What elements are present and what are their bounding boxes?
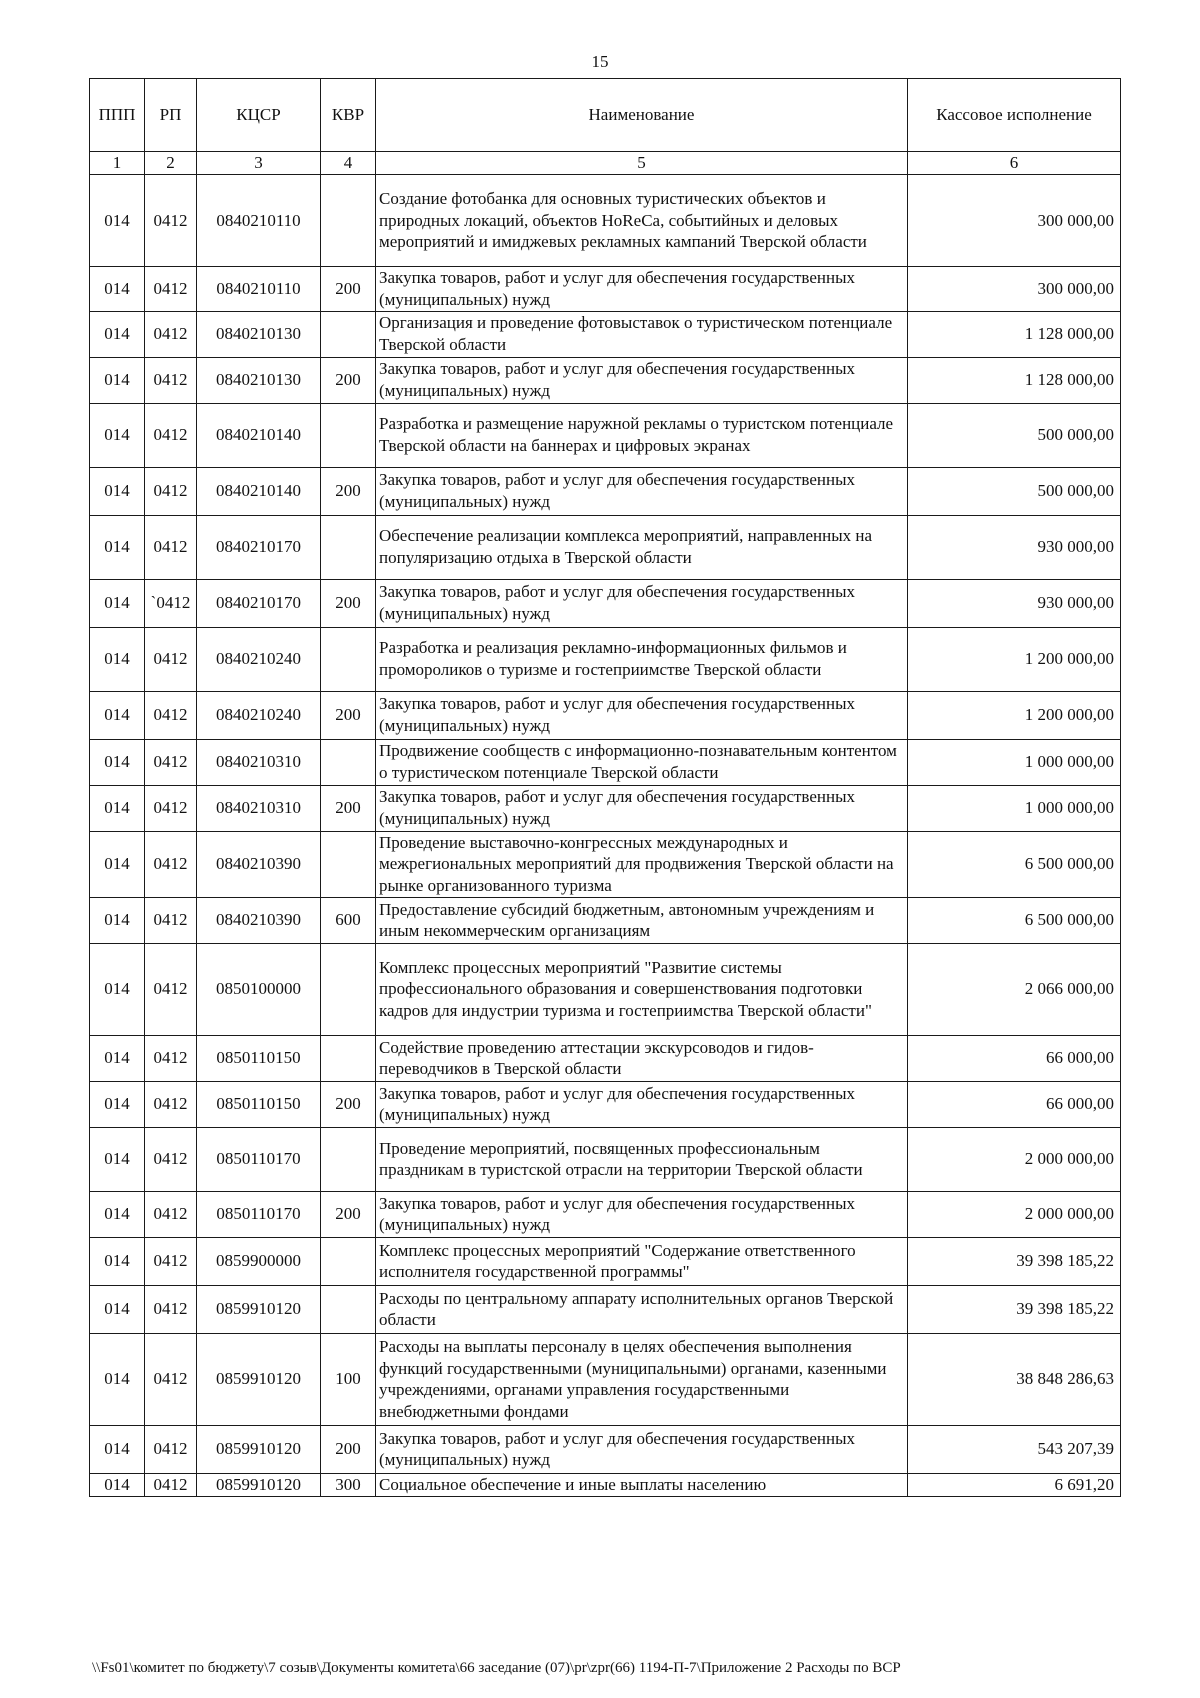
kvr-cell (321, 403, 376, 467)
amount-cell: 6 500 000,00 (908, 831, 1121, 897)
name-cell: Проведение выставочно-конгрессных международных и межрегиональных мероприятий для продвижения Тверской области на рынке организованного туризма (376, 831, 908, 897)
name-cell: Социальное обеспечение и иные выплаты населению (376, 1473, 908, 1496)
amount-cell: 1 128 000,00 (908, 357, 1121, 403)
column-number: 2 (145, 152, 197, 175)
kvr-cell: 200 (321, 579, 376, 627)
rp-cell: 0412 (145, 311, 197, 357)
ppp-cell: 014 (90, 579, 145, 627)
header-ppp: ППП (90, 79, 145, 152)
name-cell: Разработка и размещение наружной рекламы о туристском потенциале Тверской области на баннерах и цифровых экранах (376, 403, 908, 467)
amount-cell: 1 200 000,00 (908, 691, 1121, 739)
column-number: 4 (321, 152, 376, 175)
name-cell: Закупка товаров, работ и услуг для обеспечения государственных (муниципальных) нужд (376, 785, 908, 831)
kvr-cell (321, 311, 376, 357)
table-row (90, 1127, 1121, 1191)
kvr-cell: 300 (321, 1473, 376, 1496)
kcsr-cell: 0840210240 (197, 627, 321, 691)
name-cell: Расходы на выплаты персоналу в целях обеспечения выполнения функций государственными (муниципальными) органами, казенными учреждениями, органами управления государственными внебюджетными фондами (376, 1333, 908, 1425)
table-row (90, 467, 1121, 515)
rp-cell: 0412 (145, 943, 197, 1035)
rp-cell: `0412 (145, 579, 197, 627)
kvr-cell (321, 1285, 376, 1333)
ppp-cell: 014 (90, 739, 145, 785)
table-row (90, 943, 1121, 1035)
ppp-cell: 014 (90, 311, 145, 357)
amount-cell: 2 000 000,00 (908, 1127, 1121, 1191)
header-amount: Кассовое исполнение (908, 79, 1121, 152)
budget-expenditure-table (89, 78, 1121, 1497)
header-rp: РП (145, 79, 197, 152)
rp-cell: 0412 (145, 515, 197, 579)
kcsr-cell: 0840210390 (197, 831, 321, 897)
rp-cell: 0412 (145, 1127, 197, 1191)
kcsr-cell: 0840210110 (197, 267, 321, 312)
kvr-cell (321, 1035, 376, 1081)
table-row (90, 785, 1121, 831)
kvr-cell: 100 (321, 1333, 376, 1425)
kcsr-cell: 0840210310 (197, 739, 321, 785)
column-number-row (90, 152, 1121, 175)
kcsr-cell: 0859910120 (197, 1425, 321, 1473)
kcsr-cell: 0840210130 (197, 311, 321, 357)
rp-cell: 0412 (145, 1035, 197, 1081)
kvr-cell: 200 (321, 357, 376, 403)
column-number: 6 (908, 152, 1121, 175)
page-number: 15 (591, 52, 609, 71)
header-kvr: КВР (321, 79, 376, 152)
name-cell: Комплекс процессных мероприятий "Содержание ответственного исполнителя государственной программы" (376, 1237, 908, 1285)
name-cell: Закупка товаров, работ и услуг для обеспечения государственных (муниципальных) нужд (376, 1425, 908, 1473)
ppp-cell: 014 (90, 1237, 145, 1285)
ppp-cell: 014 (90, 1425, 145, 1473)
kvr-cell (321, 515, 376, 579)
ppp-cell: 014 (90, 515, 145, 579)
rp-cell: 0412 (145, 1191, 197, 1237)
rp-cell: 0412 (145, 691, 197, 739)
table-row (90, 357, 1121, 403)
ppp-cell: 014 (90, 1127, 145, 1191)
amount-cell: 6 691,20 (908, 1473, 1121, 1496)
table-row (90, 403, 1121, 467)
column-number: 3 (197, 152, 321, 175)
rp-cell: 0412 (145, 627, 197, 691)
name-cell: Содействие проведению аттестации экскурсоводов и гидов-переводчиков в Тверской области (376, 1035, 908, 1081)
table-row (90, 739, 1121, 785)
rp-cell: 0412 (145, 357, 197, 403)
kcsr-cell: 0840210170 (197, 515, 321, 579)
rp-cell: 0412 (145, 1237, 197, 1285)
rp-cell: 0412 (145, 1425, 197, 1473)
ppp-cell: 014 (90, 1191, 145, 1237)
kvr-cell: 200 (321, 267, 376, 312)
name-cell: Создание фотобанка для основных туристических объектов и природных локаций, объектов HoReCa, событийных и деловых мероприятий и имиджевых рекламных кампаний Тверской области (376, 175, 908, 267)
header-kcsr: КЦСР (197, 79, 321, 152)
amount-cell: 543 207,39 (908, 1425, 1121, 1473)
kcsr-cell: 0850110170 (197, 1191, 321, 1237)
amount-cell: 39 398 185,22 (908, 1285, 1121, 1333)
table-row (90, 1285, 1121, 1333)
ppp-cell: 014 (90, 175, 145, 267)
ppp-cell: 014 (90, 1285, 145, 1333)
amount-cell: 66 000,00 (908, 1081, 1121, 1127)
rp-cell: 0412 (145, 1081, 197, 1127)
amount-cell: 300 000,00 (908, 175, 1121, 267)
rp-cell: 0412 (145, 403, 197, 467)
kvr-cell (321, 1127, 376, 1191)
footer-file-path: \\Fs01\комитет по бюджету\7 созыв\Документы комитета\66 заседание (07)\pr\zpr(66) 1194-П-7\Приложение 2 Расходы по ВСР (92, 1660, 901, 1676)
name-cell: Закупка товаров, работ и услуг для обеспечения государственных (муниципальных) нужд (376, 691, 908, 739)
amount-cell: 39 398 185,22 (908, 1237, 1121, 1285)
kcsr-cell: 0840210310 (197, 785, 321, 831)
ppp-cell: 014 (90, 1473, 145, 1496)
table-row (90, 627, 1121, 691)
kcsr-cell: 0840210140 (197, 403, 321, 467)
column-number: 5 (376, 152, 908, 175)
kcsr-cell: 0840210110 (197, 175, 321, 267)
kvr-cell: 200 (321, 691, 376, 739)
amount-cell: 1 000 000,00 (908, 785, 1121, 831)
header-row (90, 79, 1121, 152)
ppp-cell: 014 (90, 467, 145, 515)
table-row (90, 1191, 1121, 1237)
kcsr-cell: 0850110170 (197, 1127, 321, 1191)
rp-cell: 0412 (145, 785, 197, 831)
header-name: Наименование (376, 79, 908, 152)
name-cell: Закупка товаров, работ и услуг для обеспечения государственных (муниципальных) нужд (376, 579, 908, 627)
ppp-cell: 014 (90, 627, 145, 691)
ppp-cell: 014 (90, 267, 145, 312)
table-row (90, 579, 1121, 627)
table-row (90, 267, 1121, 312)
kvr-cell (321, 1237, 376, 1285)
kvr-cell: 200 (321, 1191, 376, 1237)
amount-cell: 300 000,00 (908, 267, 1121, 312)
ppp-cell: 014 (90, 1333, 145, 1425)
ppp-cell: 014 (90, 1081, 145, 1127)
ppp-cell: 014 (90, 943, 145, 1035)
amount-cell: 500 000,00 (908, 467, 1121, 515)
kvr-cell: 200 (321, 467, 376, 515)
kvr-cell: 600 (321, 897, 376, 943)
amount-cell: 930 000,00 (908, 515, 1121, 579)
name-cell: Закупка товаров, работ и услуг для обеспечения государственных (муниципальных) нужд (376, 1191, 908, 1237)
kvr-cell (321, 627, 376, 691)
rp-cell: 0412 (145, 831, 197, 897)
ppp-cell: 014 (90, 403, 145, 467)
kcsr-cell: 0850110150 (197, 1035, 321, 1081)
kvr-cell (321, 831, 376, 897)
amount-cell: 1 000 000,00 (908, 739, 1121, 785)
table-row (90, 691, 1121, 739)
table-row (90, 1035, 1121, 1081)
ppp-cell: 014 (90, 357, 145, 403)
kvr-cell: 200 (321, 1425, 376, 1473)
kvr-cell (321, 739, 376, 785)
rp-cell: 0412 (145, 1285, 197, 1333)
ppp-cell: 014 (90, 831, 145, 897)
rp-cell: 0412 (145, 897, 197, 943)
kcsr-cell: 0840210240 (197, 691, 321, 739)
kcsr-cell: 0859900000 (197, 1237, 321, 1285)
name-cell: Закупка товаров, работ и услуг для обеспечения государственных (муниципальных) нужд (376, 1081, 908, 1127)
kcsr-cell: 0840210170 (197, 579, 321, 627)
name-cell: Проведение мероприятий, посвященных профессиональным праздникам в туристской отрасли на территории Тверской области (376, 1127, 908, 1191)
rp-cell: 0412 (145, 467, 197, 515)
ppp-cell: 014 (90, 785, 145, 831)
rp-cell: 0412 (145, 175, 197, 267)
kcsr-cell: 0850100000 (197, 943, 321, 1035)
rp-cell: 0412 (145, 1333, 197, 1425)
amount-cell: 2 000 000,00 (908, 1191, 1121, 1237)
table-row (90, 1473, 1121, 1496)
kcsr-cell: 0859910120 (197, 1333, 321, 1425)
table-row (90, 1081, 1121, 1127)
rp-cell: 0412 (145, 267, 197, 312)
name-cell: Организация и проведение фотовыставок о туристическом потенциале Тверской области (376, 311, 908, 357)
amount-cell: 930 000,00 (908, 579, 1121, 627)
amount-cell: 1 128 000,00 (908, 311, 1121, 357)
table-row (90, 831, 1121, 897)
name-cell: Разработка и реализация рекламно-информационных фильмов и промороликов о туризме и гостеприимстве Тверской области (376, 627, 908, 691)
table-row (90, 515, 1121, 579)
amount-cell: 500 000,00 (908, 403, 1121, 467)
table-row (90, 1425, 1121, 1473)
kcsr-cell: 0840210140 (197, 467, 321, 515)
ppp-cell: 014 (90, 1035, 145, 1081)
kvr-cell: 200 (321, 1081, 376, 1127)
name-cell: Закупка товаров, работ и услуг для обеспечения государственных (муниципальных) нужд (376, 357, 908, 403)
column-number: 1 (90, 152, 145, 175)
kcsr-cell: 0859910120 (197, 1285, 321, 1333)
name-cell: Расходы по центральному аппарату исполнительных органов Тверской области (376, 1285, 908, 1333)
amount-cell: 38 848 286,63 (908, 1333, 1121, 1425)
rp-cell: 0412 (145, 739, 197, 785)
name-cell: Комплекс процессных мероприятий "Развитие системы профессионального образования и совершенствования подготовки кадров для индустрии туризма и гостеприимства Тверской области" (376, 943, 908, 1035)
ppp-cell: 014 (90, 691, 145, 739)
kvr-cell (321, 943, 376, 1035)
name-cell: Закупка товаров, работ и услуг для обеспечения государственных (муниципальных) нужд (376, 267, 908, 312)
kvr-cell: 200 (321, 785, 376, 831)
table-row (90, 1333, 1121, 1425)
name-cell: Обеспечение реализации комплекса мероприятий, направленных на популяризацию отдыха в Тверской области (376, 515, 908, 579)
kvr-cell (321, 175, 376, 267)
kcsr-cell: 0850110150 (197, 1081, 321, 1127)
kcsr-cell: 0859910120 (197, 1473, 321, 1496)
amount-cell: 1 200 000,00 (908, 627, 1121, 691)
table-row (90, 1237, 1121, 1285)
rp-cell: 0412 (145, 1473, 197, 1496)
table-row (90, 311, 1121, 357)
name-cell: Закупка товаров, работ и услуг для обеспечения государственных (муниципальных) нужд (376, 467, 908, 515)
table-row (90, 175, 1121, 267)
amount-cell: 66 000,00 (908, 1035, 1121, 1081)
amount-cell: 2 066 000,00 (908, 943, 1121, 1035)
name-cell: Предоставление субсидий бюджетным, автономным учреждениям и иным некоммерческим организациям (376, 897, 908, 943)
kcsr-cell: 0840210130 (197, 357, 321, 403)
amount-cell: 6 500 000,00 (908, 897, 1121, 943)
ppp-cell: 014 (90, 897, 145, 943)
table-row (90, 897, 1121, 943)
kcsr-cell: 0840210390 (197, 897, 321, 943)
name-cell: Продвижение сообществ с информационно-познавательным контентом о туристическом потенциале Тверской области (376, 739, 908, 785)
